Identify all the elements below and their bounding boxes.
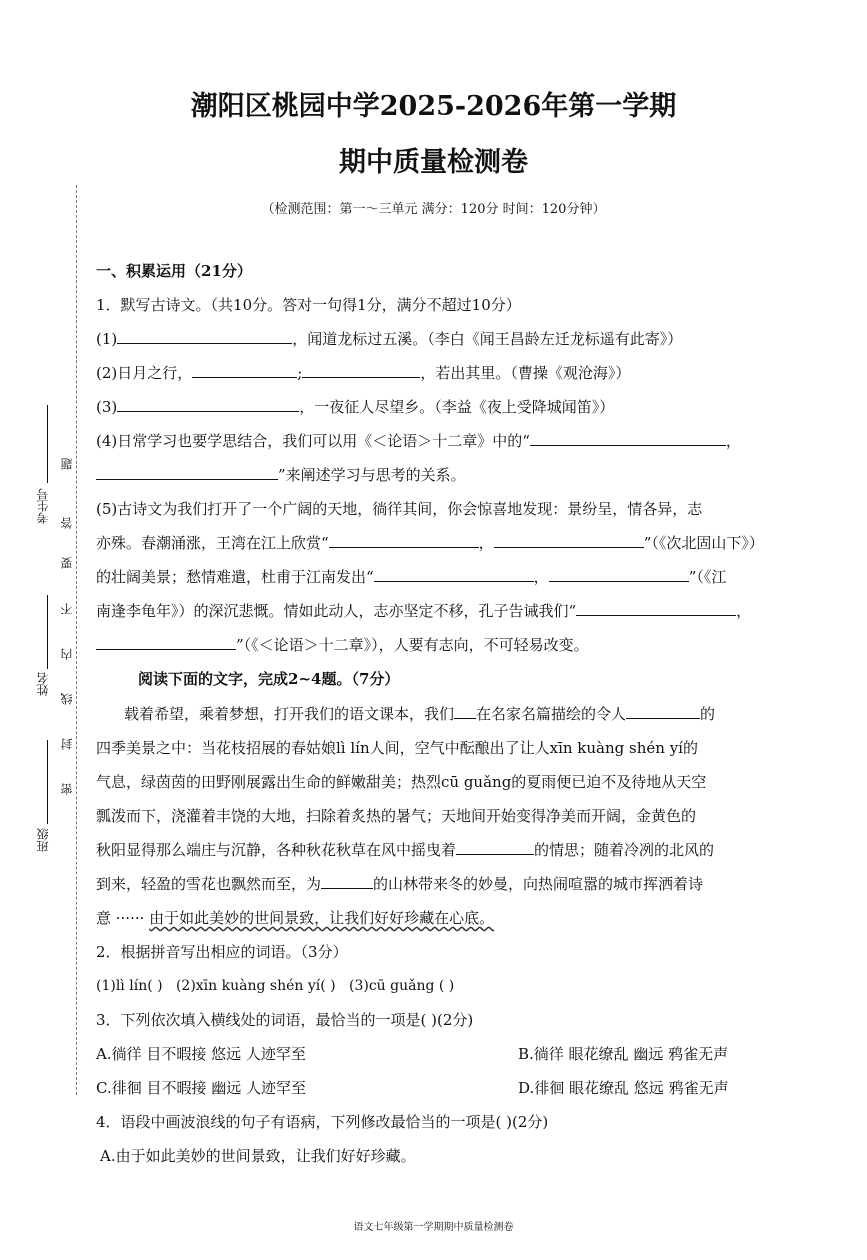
reading-line5: 秋阳显得那么端庄与沉静，各种秋花秋草在风中摇曳着 的情思；随着冷冽的北风的 bbox=[96, 841, 715, 859]
q2-items: (1)lì lín( ) (2)xīn kuàng shén yí( ) (3)cū guǎng ( ) bbox=[96, 978, 455, 994]
q1-item5-line2: 亦殊。春潮涌涨，王湾在江上欣赏“ ， ”（《次北固山下》） bbox=[96, 534, 764, 552]
seal-char-6: 线 bbox=[60, 693, 74, 705]
q2-stem: 2．根据拼音写出相应的词语。（3分） bbox=[96, 943, 348, 961]
answer-blank[interactable] bbox=[494, 533, 644, 548]
answer-blank[interactable] bbox=[321, 874, 373, 889]
student-name-label: 姓名 bbox=[36, 672, 50, 696]
exam-scope: （检测范围：第一～三单元 满分：120分 时间：120分钟） bbox=[261, 202, 606, 217]
seal-char-7: 封 bbox=[60, 738, 74, 750]
q1-item4-line1: (4)日常学习也要学思结合，我们可以用《＜论语＞十二章》中的“ ， bbox=[96, 432, 741, 450]
answer-blank[interactable] bbox=[96, 635, 236, 650]
q3-option-d[interactable]: D.徘徊 眼花缭乱 悠远 鸦雀无声 bbox=[518, 1079, 729, 1097]
seal-char-8: 密 bbox=[60, 783, 74, 795]
reading-heading: 阅读下面的文字，完成2~4题。（7分） bbox=[138, 670, 400, 688]
answer-blank[interactable] bbox=[117, 329, 292, 344]
q3-option-b[interactable]: B.徜徉 眼花缭乱 幽远 鸦雀无声 bbox=[518, 1045, 729, 1063]
q1-item1: (1) ，闻道龙标过五溪。（李白《闻王昌龄左迁龙标遥有此寄》） bbox=[96, 330, 683, 348]
exam-number-label: 考生号 bbox=[36, 488, 50, 524]
q1-item5-line4: 南逢李龟年》）的深沉悲慨。情如此动人，志亦坚定不移，孔子告诫我们“ ， bbox=[96, 602, 752, 620]
q1-item5-line1: (5)古诗文为我们打开了一个广阔的天地，徜徉其间，你会惊喜地发现：景纷呈，情各异，志 bbox=[96, 500, 703, 518]
answer-blank[interactable] bbox=[530, 431, 726, 446]
reading-line2: 四季美景之中：当花枝招展的春姑娘lì lín人间，空气中酝酿出了让人xīn kuàng shén yí的 bbox=[96, 739, 698, 757]
q1-item2: (2)日月之行， ; ，若出其里。（曹操《观沧海》） bbox=[96, 364, 631, 382]
q1-item3: (3) ，一夜征人尽望乡。（李益《夜上受降城闻笛》） bbox=[96, 398, 615, 416]
answer-blank[interactable] bbox=[374, 567, 534, 582]
reading-line6: 到来，轻盈的雪花也飘然而至，为 的山林带来冬的妙曼，向热闹喧嚣的城市挥洒着诗 bbox=[96, 875, 704, 893]
page-footer: 语文七年级第一学期期中质量检测卷 bbox=[353, 1222, 514, 1233]
exam-number-blank bbox=[47, 405, 48, 483]
binding-dashed-line bbox=[76, 185, 77, 1095]
q3-option-a[interactable]: A.徜徉 目不暇接 悠远 人迹罕至 bbox=[96, 1045, 306, 1063]
q1-item5-line5: ”（《＜论语＞十二章》），人要有志向，不可轻易改变。 bbox=[96, 635, 589, 655]
section1-heading: 一、积累运用（21分） bbox=[96, 262, 252, 280]
q1-stem: 1．默写古诗文。（共10分。答对一句得1分，满分不超过10分） bbox=[96, 296, 521, 314]
seal-char-5: 内 bbox=[60, 648, 74, 660]
answer-blank[interactable] bbox=[117, 397, 299, 412]
answer-blank[interactable] bbox=[329, 533, 479, 548]
answer-blank[interactable] bbox=[549, 567, 689, 582]
seal-char-4: 不 bbox=[60, 603, 74, 615]
answer-blank[interactable] bbox=[192, 363, 297, 378]
q4-option-a[interactable]: A.由于如此美妙的世间景致，让我们好好珍藏。 bbox=[100, 1147, 416, 1165]
seal-char-3: 要 bbox=[60, 557, 74, 569]
reading-line1: 载着希望，乘着梦想，打开我们的语文课本，我们 在名家名篇描绘的令人 的 bbox=[124, 705, 716, 723]
reading-line3: 气息，绿茵茵的田野刚展露出生命的鲜嫩甜美；热烈cū guǎng的夏雨便已迫不及待地从天空 bbox=[96, 773, 707, 791]
student-name-blank bbox=[47, 595, 48, 669]
exam-title-line1: 潮阳区桃园中学2025-2026年第一学期 bbox=[190, 91, 677, 122]
wavy-underlined-sentence: 由于如此美妙的世间景致，让我们好好珍藏在心底。 bbox=[149, 909, 495, 927]
q1-item4-line2: ”来阐述学习与思考的关系。 bbox=[96, 465, 466, 485]
class-blank bbox=[47, 740, 48, 824]
answer-blank[interactable] bbox=[96, 465, 278, 480]
q1-item5-line3: 的壮阔美景；愁情难遣，杜甫于江南发出“ ， ”（《江 bbox=[96, 568, 727, 586]
q4-stem: 4．语段中画波浪线的句子有语病，下列修改最恰当的一项是( )(2分) bbox=[96, 1113, 549, 1131]
class-label: 班级 bbox=[36, 828, 50, 852]
answer-blank[interactable] bbox=[302, 363, 420, 378]
answer-blank[interactable] bbox=[454, 704, 476, 719]
seal-char-2: 答 bbox=[60, 517, 74, 529]
reading-line7: 意 ······ 由于如此美妙的世间景致，让我们好好珍藏在心底。 bbox=[96, 909, 495, 927]
exam-title-line2: 期中质量检测卷 bbox=[339, 147, 528, 178]
q3-option-c[interactable]: C.徘徊 目不暇接 幽远 人迹罕至 bbox=[96, 1079, 307, 1097]
seal-char-1: 题 bbox=[60, 458, 74, 470]
answer-blank[interactable] bbox=[626, 704, 700, 719]
answer-blank[interactable] bbox=[576, 601, 736, 616]
answer-blank[interactable] bbox=[456, 840, 534, 855]
q3-stem: 3．下列依次填入横线处的词语，最恰当的一项是( )(2分) bbox=[96, 1011, 474, 1029]
reading-line4: 瓢泼而下，浇灌着丰饶的大地，扫除着炙热的暑气；天地间开始变得净美而开阔，金黄色的 bbox=[96, 807, 697, 825]
